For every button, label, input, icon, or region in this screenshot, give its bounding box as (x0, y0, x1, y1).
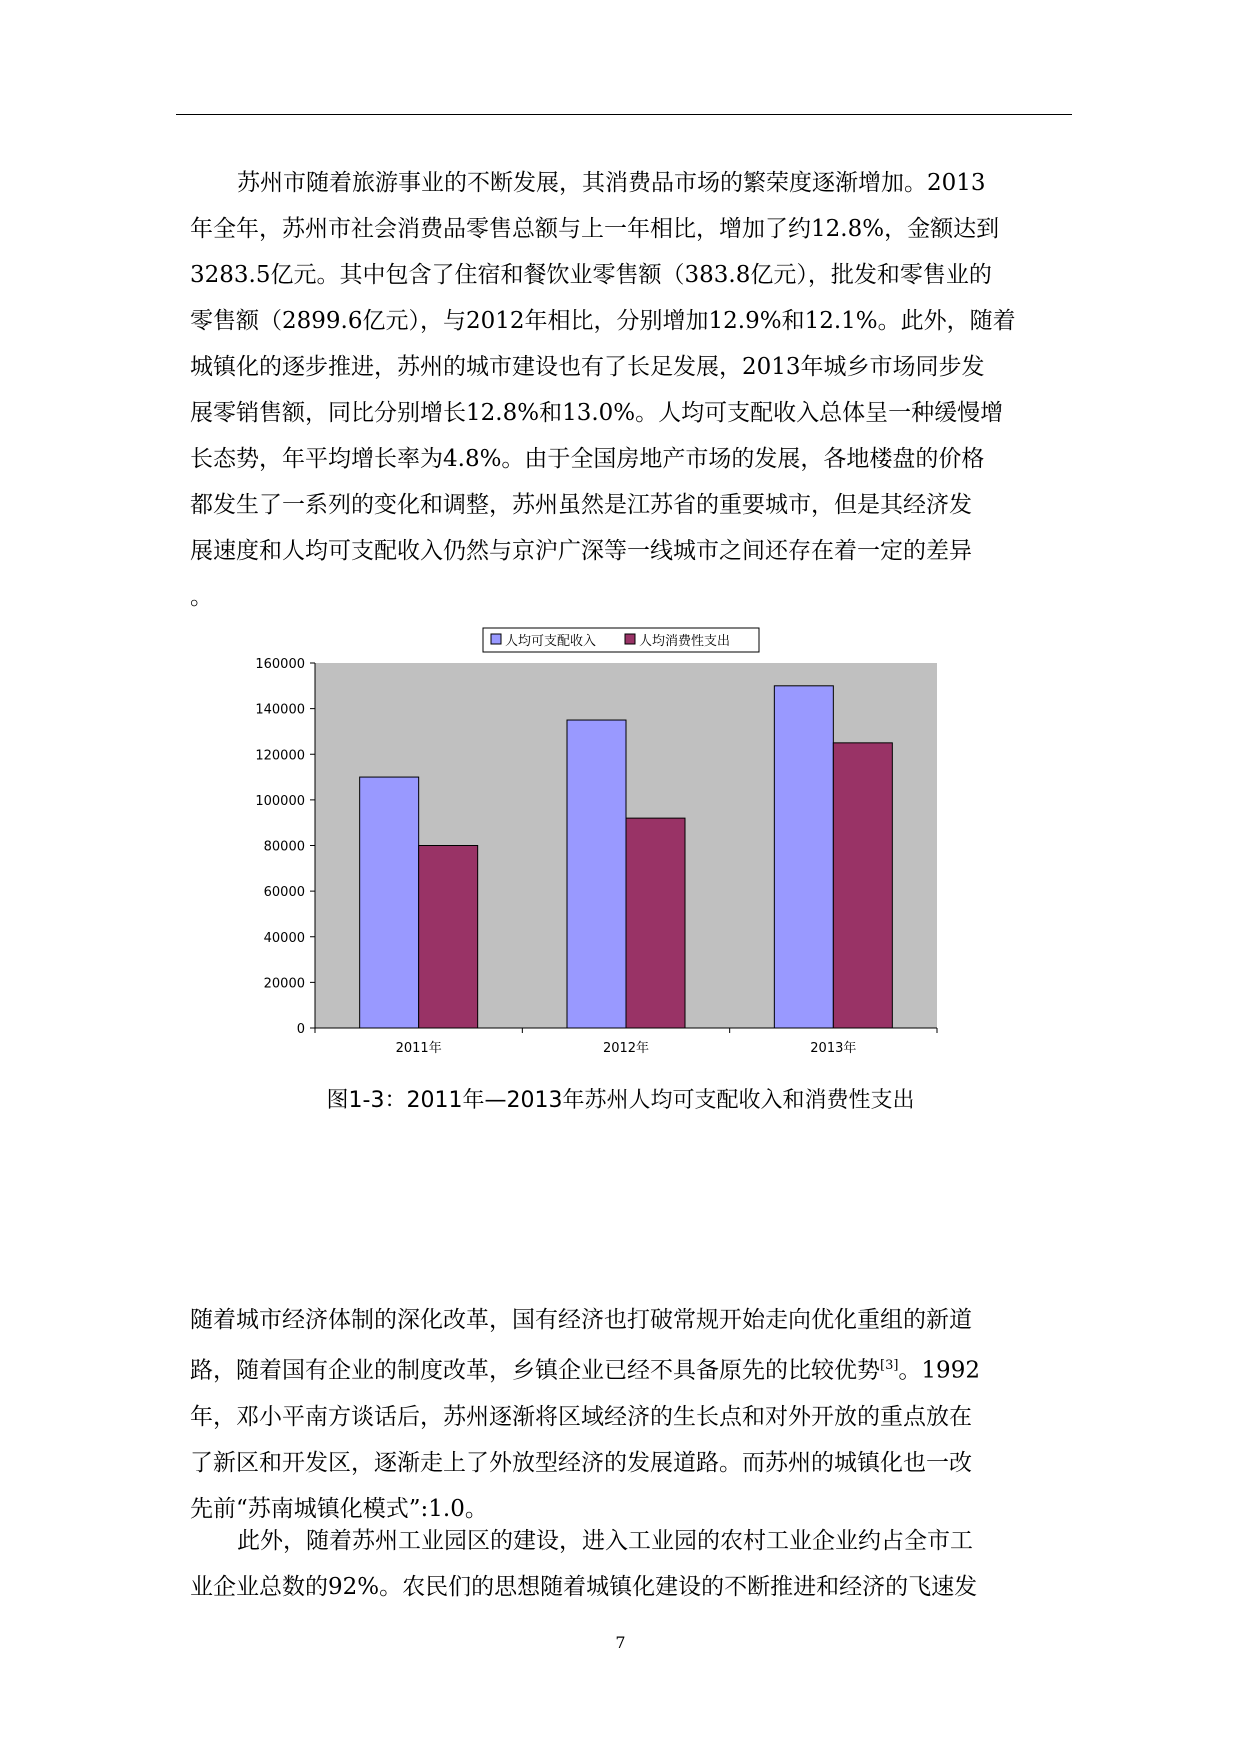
paragraph-line: 年，邓小平南方谈话后，苏州逐渐将区域经济的生长点和对外开放的重点放在 (190, 1403, 972, 1430)
paragraph-line: 展零销售额，同比分别增长12.8%和13.0%。人均可支配收入总体呈一种缓慢增 (190, 400, 1004, 426)
legend-label-income: 人均可支配收入 (505, 634, 597, 649)
paragraph-line: 。 (190, 584, 213, 610)
y-tick-label: 80000 (263, 839, 305, 855)
paragraph-line: 都发生了一系列的变化和调整，苏州虽然是江苏省的重要城市，但是其经济发 (190, 492, 972, 518)
y-tick-label: 0 (296, 1022, 305, 1037)
paragraph-line: 城镇化的逐步推进，苏州的城市建设也有了长足发展，2013年城乡市场同步发 (190, 354, 985, 380)
paragraph-1 (190, 160, 1065, 620)
figure-caption: 图1-3：2011年—2013年苏州人均可支配收入和消费性支出 (326, 1088, 915, 1113)
bar-income-2013年 (774, 686, 833, 1028)
paragraph-line: 苏州市随着旅游事业的不断发展，其消费品市场的繁荣度逐渐增加。2013 (237, 170, 986, 196)
paragraph-line: 3283.5亿元。其中包含了住宿和餐饮业零售额（383.8亿元），批发和零售业的 (190, 262, 992, 288)
y-tick-label: 160000 (255, 657, 305, 672)
paragraph-line: 零售额（2899.6亿元），与2012年相比，分别增加12.9%和12.1%。此外，随着 (190, 308, 1016, 334)
paragraph-text: 。1992 (898, 1357, 980, 1384)
paragraph-line: 先前“苏南城镇化模式”:1.0。 (190, 1495, 488, 1522)
bar-expenditure-2012年 (626, 818, 685, 1028)
y-tick-labels (255, 657, 305, 1037)
bar-expenditure-2011年 (419, 846, 478, 1029)
header-rule (176, 114, 1072, 115)
x-tick-label: 2012年 (602, 1041, 650, 1056)
y-tick-label: 60000 (263, 885, 305, 901)
page-number: 7 (615, 1633, 626, 1652)
paragraph-line (190, 1343, 1065, 1394)
paragraph-text: 路，随着国有企业的制度改革，乡镇企业已经不具备原先的比较优势 (190, 1357, 880, 1384)
chart-legend (483, 628, 759, 652)
y-tick-label: 120000 (255, 748, 305, 764)
bar-income-2012年 (567, 720, 626, 1028)
income-expenditure-chart (225, 620, 965, 1070)
bar-expenditure-2013年 (833, 743, 892, 1028)
paragraph-line: 随着城市经济体制的深化改革，国有经济也打破常规开始走向优化重组的新道 (190, 1307, 972, 1333)
paragraph-line: 年全年，苏州市社会消费品零售总额与上一年相比，增加了约12.8%，金额达到 (190, 216, 1000, 242)
paragraph-line: 长态势，年平均增长率为4.8%。由于全国房地产市场的发展，各地楼盘的价格 (190, 446, 985, 472)
y-tick-label: 140000 (255, 702, 305, 718)
x-tick-label: 2011年 (395, 1041, 442, 1056)
citation-marker[interactable]: [3] (880, 1358, 899, 1373)
legend-swatch-expenditure (625, 634, 635, 644)
paragraph-line: 业企业总数的92%。农民们的思想随着城镇化建设的不断推进和经济的飞速发 (190, 1574, 978, 1600)
legend-swatch-income (491, 634, 501, 644)
paragraph-line: 展速度和人均可支配收入仍然与京沪广深等一线城市之间还存在着一定的差异 (190, 538, 972, 564)
paragraph-3 (190, 1518, 1065, 1610)
y-tick-label: 100000 (255, 793, 305, 809)
legend-label-expenditure: 人均消费性支出 (639, 634, 731, 649)
y-tick-label: 20000 (263, 976, 305, 992)
y-tick-label: 40000 (263, 930, 305, 946)
x-tick-label: 2013年 (810, 1041, 857, 1056)
paragraph-2 (190, 1297, 1065, 1532)
paragraph-line: 了新区和开发区，逐渐走上了外放型经济的发展道路。而苏州的城镇化也一改 (190, 1449, 972, 1476)
bar-income-2011年 (360, 777, 419, 1028)
x-tick-labels (396, 1040, 857, 1056)
paragraph-line: 此外，随着苏州工业园区的建设，进入工业园的农村工业企业约占全市工 (237, 1528, 973, 1554)
